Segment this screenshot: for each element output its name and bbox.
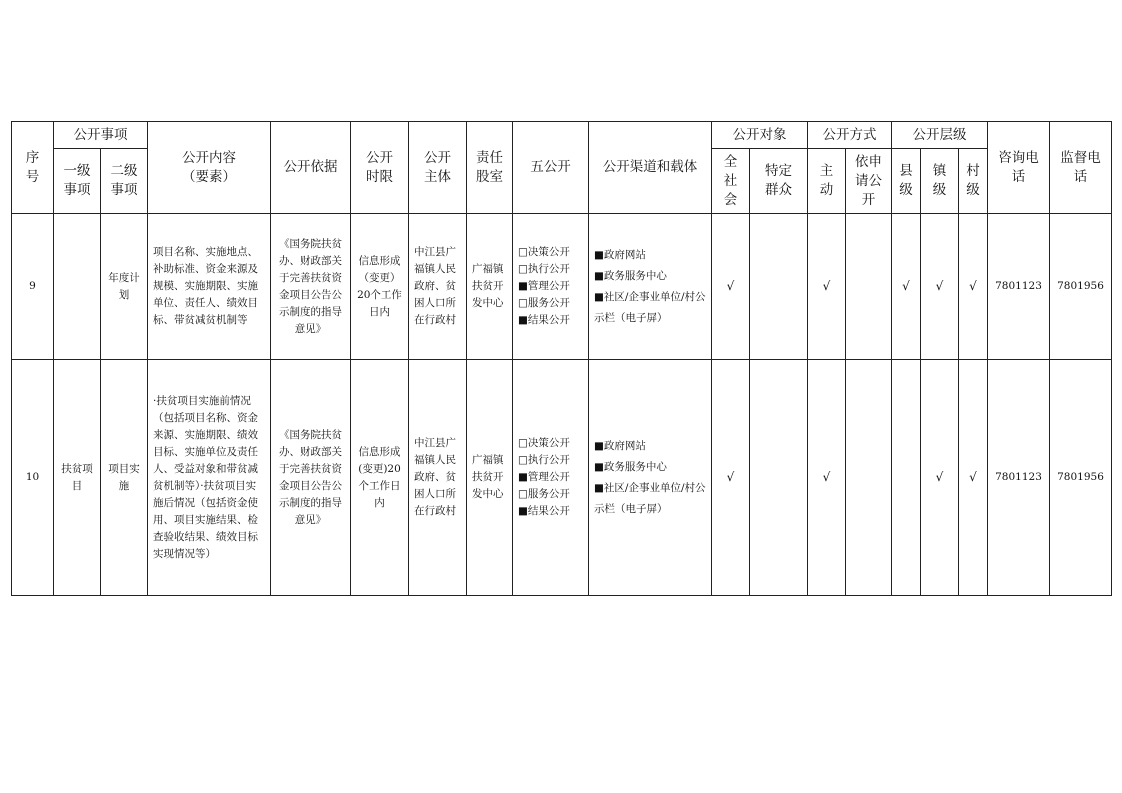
cell-supervise: 7801956 [1050, 360, 1112, 596]
header-seq: 序号 [12, 122, 54, 214]
cell-method-request [846, 214, 892, 360]
cell-content: 项目名称、实施地点、补助标准、资金来源及规模、实施期限、实施单位、责任人、绩效目标、带贫减贫机制等 [148, 214, 271, 360]
five-item: □决策公开 [518, 437, 570, 449]
cell-audience-specific [750, 214, 808, 360]
table-row [12, 214, 1112, 360]
cell-level-county: √ [892, 214, 921, 360]
five-item: □决策公开 [518, 246, 570, 258]
cell-consult: 7801123 [988, 214, 1050, 360]
five-item: ■结果公开 [518, 505, 570, 517]
cell-audience-specific [750, 360, 808, 596]
header-content [148, 122, 271, 214]
cell-content: ·扶贫项目实施前情况（包括项目名称、资金来源、实施期限、绩效目标、实施单位及责任人、受益对象和带贫减贫机制等）·扶贫项目实施后情况（包括资金使用、项目实施结果、检查验收结果、绩效目标实现情况等） [148, 360, 271, 596]
header-channel: 公开渠道和载体 [589, 122, 712, 214]
five-item: ■管理公开 [518, 471, 570, 483]
cell-subject: 中江县广福镇人民政府、贫困人口所在行政村 [409, 214, 467, 360]
five-list [518, 435, 583, 520]
header-matter: 公开事项 [54, 122, 148, 149]
header-content-sub: （要素） [182, 168, 236, 185]
five-item: □服务公开 [518, 488, 570, 500]
cell-channel [589, 214, 712, 360]
header-supervise: 监督电话 [1050, 122, 1112, 214]
header-content-title: 公开内容 [182, 149, 236, 166]
five-item: ■管理公开 [518, 280, 570, 292]
cell-method-active: √ [808, 360, 846, 596]
cell-audience-all: √ [712, 214, 750, 360]
header-audience-specific: 特定群众 [750, 149, 808, 214]
cell-basis: 《国务院扶贫办、财政部关于完善扶贫资金项目公告公示制度的指导意见》 [271, 360, 351, 596]
cell-level2: 项目实施 [101, 360, 148, 596]
cell-seq: 10 [12, 360, 54, 596]
cell-level-town: √ [921, 214, 959, 360]
table-row [12, 360, 1112, 596]
header-method-request: 依申请公开 [846, 149, 892, 214]
cell-level2: 年度计划 [101, 214, 148, 360]
channel-item: ■政府网站 [594, 439, 646, 452]
five-item: ■结果公开 [518, 314, 570, 326]
cell-supervise: 7801956 [1050, 214, 1112, 360]
header-basis: 公开依据 [271, 122, 351, 214]
cell-basis: 《国务院扶贫办、财政部关于完善扶贫资金项目公告公示制度的指导意见》 [271, 214, 351, 360]
cell-channel [589, 360, 712, 596]
cell-time-limit: 信息形成（变更）20个工作日内 [351, 214, 409, 360]
cell-level1: 扶贫项目 [54, 360, 101, 596]
header-audience-all: 全社会 [712, 149, 750, 214]
cell-method-active: √ [808, 214, 846, 360]
cell-level-village: √ [959, 360, 988, 596]
cell-level-county [892, 360, 921, 596]
five-item: □执行公开 [518, 263, 570, 275]
header-level: 公开层级 [892, 122, 988, 149]
channel-item: ■政务服务中心 [594, 269, 667, 282]
header-time-limit: 公开时限 [351, 122, 409, 214]
cell-dept: 广福镇扶贫开发中心 [467, 360, 513, 596]
cell-level-town: √ [921, 360, 959, 596]
channel-item: ■社区/企事业单位/村公示栏（电子屏） [594, 481, 706, 515]
cell-seq: 9 [12, 214, 54, 360]
header-level-town: 镇级 [921, 149, 959, 214]
channel-item: ■政府网站 [594, 248, 646, 261]
header-level2: 二级事项 [101, 149, 148, 214]
header-five: 五公开 [513, 122, 589, 214]
cell-method-request [846, 360, 892, 596]
cell-level-village: √ [959, 214, 988, 360]
cell-five [513, 360, 589, 596]
header-method: 公开方式 [808, 122, 892, 149]
header-method-active: 主动 [808, 149, 846, 214]
header-consult: 咨询电话 [988, 122, 1050, 214]
header-level-county: 县级 [892, 149, 921, 214]
cell-subject: 中江县广福镇人民政府、贫困人口所在行政村 [409, 360, 467, 596]
cell-dept: 广福镇扶贫开发中心 [467, 214, 513, 360]
header-level-village: 村级 [959, 149, 988, 214]
cell-consult: 7801123 [988, 360, 1050, 596]
cell-level1 [54, 214, 101, 360]
five-item: □执行公开 [518, 454, 570, 466]
header-audience: 公开对象 [712, 122, 808, 149]
five-list [518, 244, 583, 329]
header-row-1 [12, 122, 1112, 149]
disclosure-table [11, 121, 1112, 596]
header-subject: 公开主体 [409, 122, 467, 214]
header-dept: 责任股室 [467, 122, 513, 214]
cell-time-limit: 信息形成(变更)20个工作日内 [351, 360, 409, 596]
cell-five [513, 214, 589, 360]
channel-item: ■政务服务中心 [594, 460, 667, 473]
channel-item: ■社区/企事业单位/村公示栏（电子屏） [594, 290, 706, 324]
header-level1: 一级事项 [54, 149, 101, 214]
five-item: □服务公开 [518, 297, 570, 309]
cell-audience-all: √ [712, 360, 750, 596]
